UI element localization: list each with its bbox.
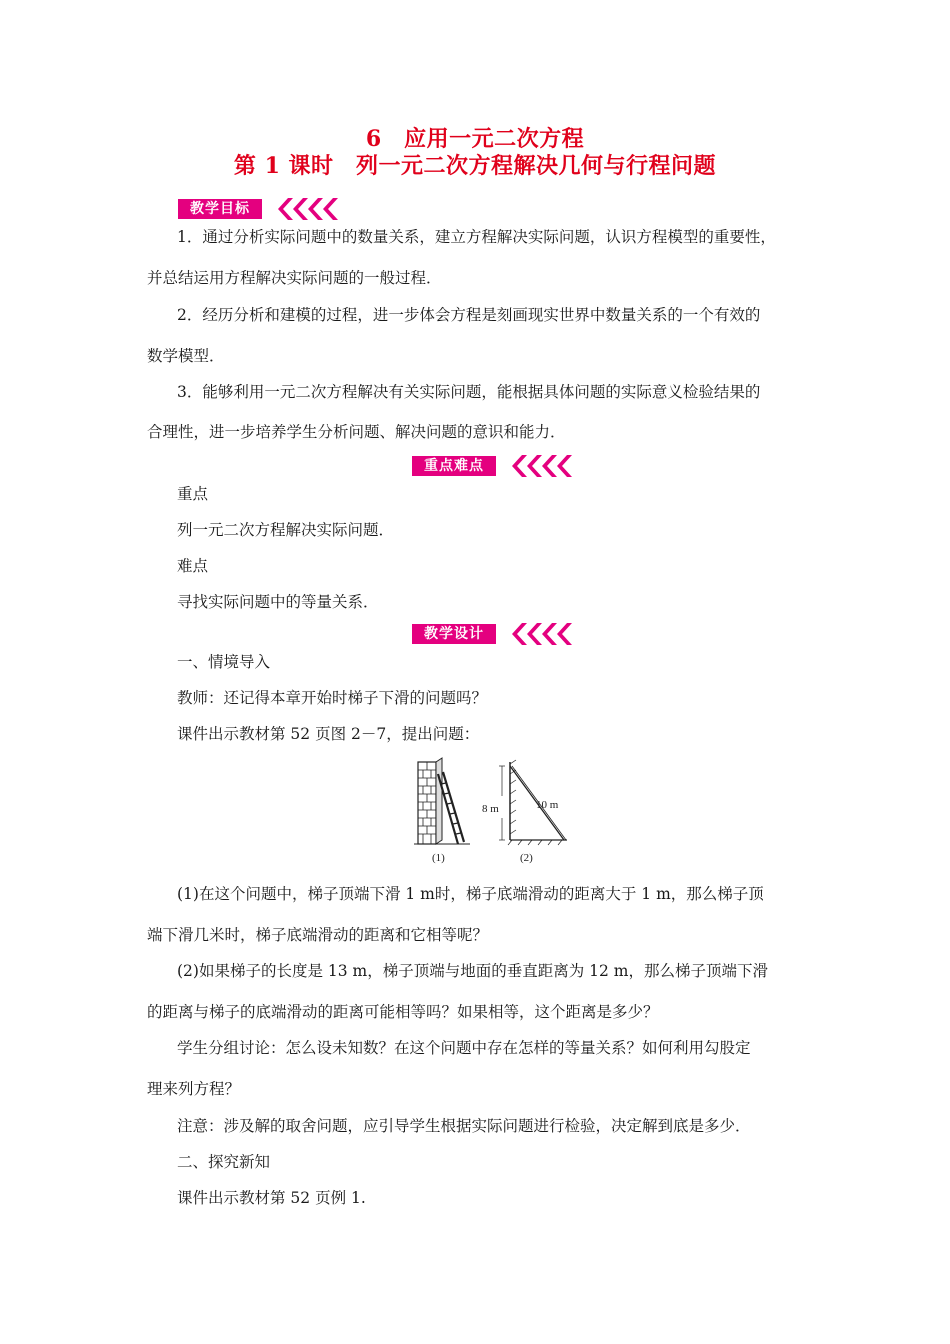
objective-line: 2．经历分析和建模的过程，进一步体会方程是刻画现实世界中数量关系的一个有效的 xyxy=(177,306,761,324)
design-banner xyxy=(412,623,582,645)
focus-heading: 重点 xyxy=(177,485,209,503)
difficulty-heading: 难点 xyxy=(177,557,209,575)
ladder-figure xyxy=(412,756,572,866)
objective-line: 合理性，进一步培养学生分析问题、解决问题的意识和能力． xyxy=(147,423,566,441)
figure-caption-left: (1) xyxy=(432,852,445,864)
courseware-line: 课件出示教材第 52 页图 2－7，提出问题： xyxy=(177,725,480,743)
discussion-line: 理来列方程？ xyxy=(147,1080,241,1098)
teacher-line: 教师：还记得本章开始时梯子下滑的问题吗？ xyxy=(177,689,488,707)
example-line: 课件出示教材第 52 页例 1. xyxy=(177,1189,366,1207)
chevrons-icon xyxy=(502,623,582,645)
objective-line: 3．能够利用一元二次方程解决有关实际问题，能根据具体问题的实际意义检验结果的 xyxy=(177,383,761,401)
brick-wall-icon xyxy=(418,758,442,844)
chevrons-icon xyxy=(502,455,582,477)
question1-line: 端下滑几米时，梯子底端滑动的距离和它相等呢？ xyxy=(147,926,489,944)
focus-text: 列一元二次方程解决实际问题． xyxy=(177,521,395,539)
key-points-label: 重点难点 xyxy=(412,456,496,476)
figure-caption-right: (2) xyxy=(520,852,533,864)
chevrons-icon xyxy=(268,198,348,220)
question2-line: 的距离与梯子的底端滑动的距离可能相等吗？如果相等，这个距离是多少？ xyxy=(147,1003,659,1021)
lesson-title: 第 1 课时 列一元二次方程解决几何与行程问题 xyxy=(233,153,717,179)
objective-line: 1．通过分析实际问题中的数量关系，建立方程解决实际问题，认识方程模型的重要性， xyxy=(177,228,776,246)
objectives-banner xyxy=(178,198,348,220)
ladder-length-label: 10 m xyxy=(536,799,559,811)
objective-line: 数学模型． xyxy=(147,347,225,365)
note-line: 注意：涉及解的取舍问题，应引导学生根据实际问题进行检验，决定解到底是多少． xyxy=(177,1117,751,1135)
key-points-banner xyxy=(412,455,582,477)
section-title: 6 应用一元二次方程 xyxy=(365,126,585,152)
question2-line: (2)如果梯子的长度是 13 m，梯子顶端与地面的垂直距离为 12 m，那么梯子顶端下滑 xyxy=(177,962,769,980)
discussion-line: 学生分组讨论：怎么设未知数？在这个问题中存在怎样的等量关系？如何利用勾股定 xyxy=(177,1039,751,1057)
question1-line: (1)在这个问题中，梯子顶端下滑 1 m时，梯子底端滑动的距离大于 1 m，那么梯子顶 xyxy=(177,885,764,903)
difficulty-text: 寻找实际问题中的等量关系． xyxy=(177,593,379,611)
part2-heading: 二、探究新知 xyxy=(177,1153,271,1171)
objective-line: 并总结运用方程解决实际问题的一般过程． xyxy=(147,269,442,287)
part1-heading: 一、情境导入 xyxy=(177,653,271,671)
objectives-label: 教学目标 xyxy=(178,199,262,219)
height-label: 8 m xyxy=(482,803,499,815)
design-label: 教学设计 xyxy=(412,624,496,644)
